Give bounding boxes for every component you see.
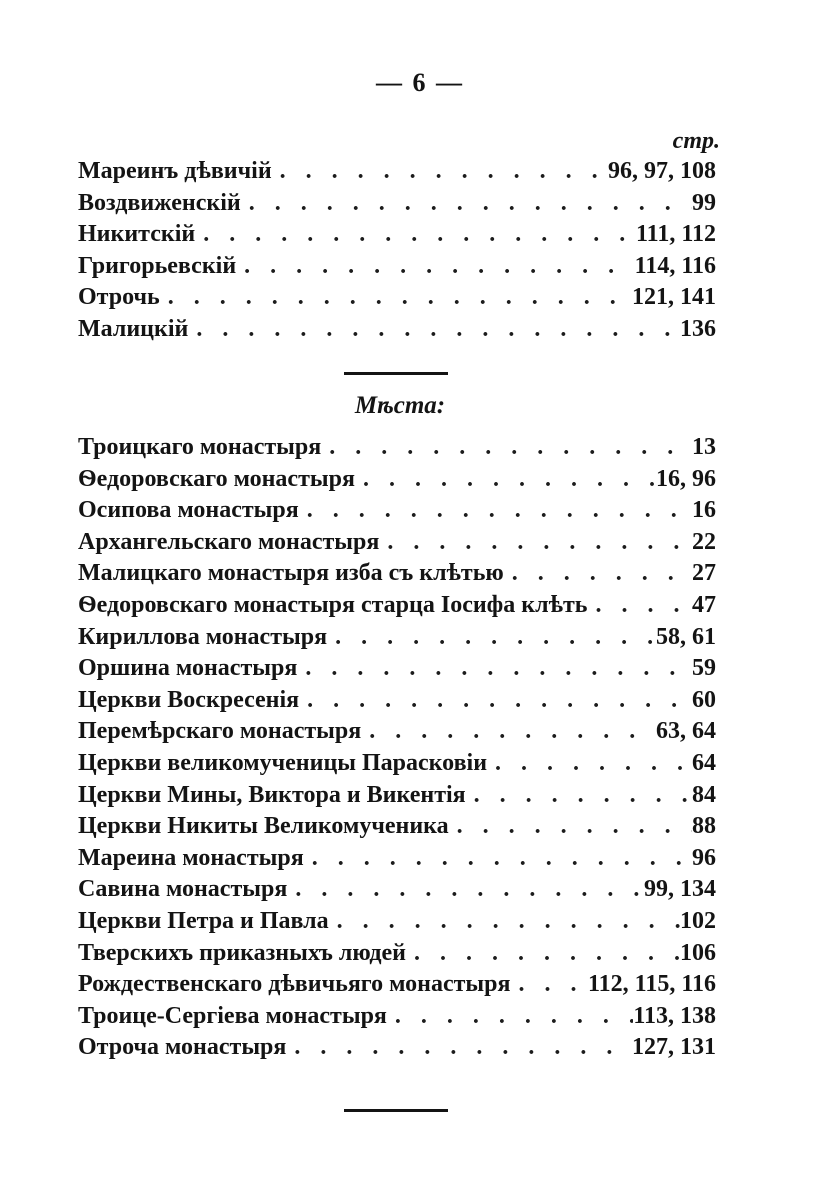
entry-pages: 96, 97, 108 xyxy=(608,158,716,184)
entry-pages: 99, 134 xyxy=(644,876,716,903)
entry-name: Осипова монастыря xyxy=(78,497,299,524)
entry-name: Троицкаго монастыря xyxy=(78,434,322,460)
entry-name: Рождественскаго дѣвичьяго монастыря xyxy=(78,971,511,998)
entry-pages: 102 xyxy=(680,907,716,934)
dot-leader xyxy=(297,655,692,682)
index-entry xyxy=(78,1034,716,1066)
index-entry xyxy=(78,655,716,687)
section-divider xyxy=(344,1109,448,1112)
dot-leader xyxy=(299,687,692,714)
entry-pages: 112, 115, 116 xyxy=(587,971,716,998)
index-entry xyxy=(78,434,716,466)
entry-pages: 16, 96 xyxy=(656,465,716,492)
index-entry xyxy=(78,560,716,592)
entry-pages: 60 xyxy=(692,686,716,713)
pages-column-header: стр. xyxy=(672,128,720,154)
dot-leader xyxy=(406,940,680,967)
index-entry xyxy=(78,845,716,877)
index-entry xyxy=(78,782,716,814)
index-entry xyxy=(78,316,716,348)
entry-pages: 22 xyxy=(692,528,716,555)
entry-name: Церкви Мины, Виктора и Викентія xyxy=(78,781,466,808)
entry-pages: 58, 61 xyxy=(656,623,716,650)
dot-leader xyxy=(487,750,692,777)
index-entry xyxy=(78,908,716,940)
index-entry xyxy=(78,592,716,624)
entry-pages: 13 xyxy=(692,434,716,460)
entry-pages: 96 xyxy=(692,844,716,871)
index-entry xyxy=(78,876,716,908)
entry-name: Тверскихъ приказныхъ людей xyxy=(78,939,406,966)
dot-leader xyxy=(160,284,632,311)
index-entry xyxy=(78,1003,716,1035)
entry-name: Никитскій xyxy=(78,221,196,247)
index-entry xyxy=(78,687,716,719)
dot-leader xyxy=(195,221,636,248)
monastery-index-list xyxy=(78,158,716,347)
index-entry xyxy=(78,813,716,845)
entry-pages: 113, 138 xyxy=(633,1002,716,1029)
dot-leader xyxy=(361,718,656,745)
index-entry xyxy=(78,940,716,972)
dot-leader xyxy=(379,529,692,556)
index-entry xyxy=(78,529,716,561)
dot-leader xyxy=(587,592,692,619)
dot-leader xyxy=(241,190,692,217)
index-entry xyxy=(78,718,716,750)
entry-name: Церкви Никиты Великомученика xyxy=(78,813,449,840)
dot-leader xyxy=(286,1034,632,1061)
entry-pages: 16 xyxy=(692,497,716,524)
entry-pages: 99 xyxy=(692,189,716,216)
entry-pages: 63, 64 xyxy=(656,718,716,745)
entry-name: Савина монастыря xyxy=(78,876,288,903)
dot-leader xyxy=(449,813,692,840)
entry-pages: 111, 112 xyxy=(635,221,716,247)
entry-name: Мареинъ дѣвичій xyxy=(78,158,272,184)
entry-name: Воздвиженскій xyxy=(78,189,241,216)
entry-name: Церкви Петра и Павла xyxy=(78,907,329,934)
entry-name: Церкви великомученицы Парасковіи xyxy=(78,749,488,776)
entry-pages: 127, 131 xyxy=(632,1034,716,1061)
dot-leader xyxy=(188,316,680,343)
index-entry xyxy=(78,158,716,190)
places-index-list xyxy=(78,434,716,1066)
entry-pages: 84 xyxy=(692,781,716,808)
index-entry xyxy=(78,221,716,253)
entry-name: Григорьевскій xyxy=(78,252,237,279)
dot-leader xyxy=(272,158,608,185)
entry-pages: 114, 116 xyxy=(634,252,716,279)
dot-leader xyxy=(510,971,588,998)
dot-leader xyxy=(304,845,692,872)
entry-name: Малицкій xyxy=(78,315,189,342)
index-entry xyxy=(78,497,716,529)
entry-name: Ѳедоровскаго монастыря старца Іосифа клѣть xyxy=(78,591,588,618)
index-entry xyxy=(78,750,716,782)
entry-pages: 106 xyxy=(680,939,716,966)
entry-name: Малицкаго монастыря изба съ клѣтью xyxy=(78,560,504,587)
dot-leader xyxy=(299,497,692,524)
entry-pages: 64 xyxy=(692,749,716,776)
dot-leader xyxy=(321,434,692,461)
index-entry xyxy=(78,466,716,498)
dot-leader xyxy=(355,466,656,493)
entry-pages: 88 xyxy=(692,813,716,840)
entry-name: Троице-Сергіева монастыря xyxy=(78,1002,387,1029)
index-entry xyxy=(78,971,716,1003)
index-entry xyxy=(78,284,716,316)
entry-pages: 121, 141 xyxy=(632,284,716,310)
entry-name: Перемѣрскаго монастыря xyxy=(78,718,362,745)
dot-leader xyxy=(329,908,680,935)
dot-leader xyxy=(466,782,692,809)
entry-name: Кириллова монастыря xyxy=(78,623,328,650)
entry-pages: 27 xyxy=(692,560,716,587)
dot-leader xyxy=(387,1003,633,1030)
entry-name: Церкви Воскресенія xyxy=(78,686,300,713)
entry-name: Архангельскаго монастыря xyxy=(78,528,380,555)
entry-pages: 47 xyxy=(692,591,716,618)
entry-name: Мареина монастыря xyxy=(78,844,304,871)
entry-name: Отрочь xyxy=(78,284,160,310)
dot-leader xyxy=(504,560,692,587)
entry-pages: 59 xyxy=(692,655,716,682)
entry-name: Ѳедоровскаго монастыря xyxy=(78,465,355,492)
dot-leader xyxy=(236,253,634,280)
section-divider xyxy=(344,372,448,375)
places-heading: Мѣста: xyxy=(354,392,446,419)
index-entry xyxy=(78,253,716,285)
dot-leader xyxy=(327,624,656,651)
index-entry xyxy=(78,190,716,222)
dot-leader xyxy=(287,876,644,903)
entry-name: Отроча монастыря xyxy=(78,1034,287,1061)
entry-pages: 136 xyxy=(680,315,716,342)
entry-name: Оршина монастыря xyxy=(78,655,298,682)
index-entry xyxy=(78,624,716,656)
page-number: — 6 — xyxy=(376,68,464,97)
